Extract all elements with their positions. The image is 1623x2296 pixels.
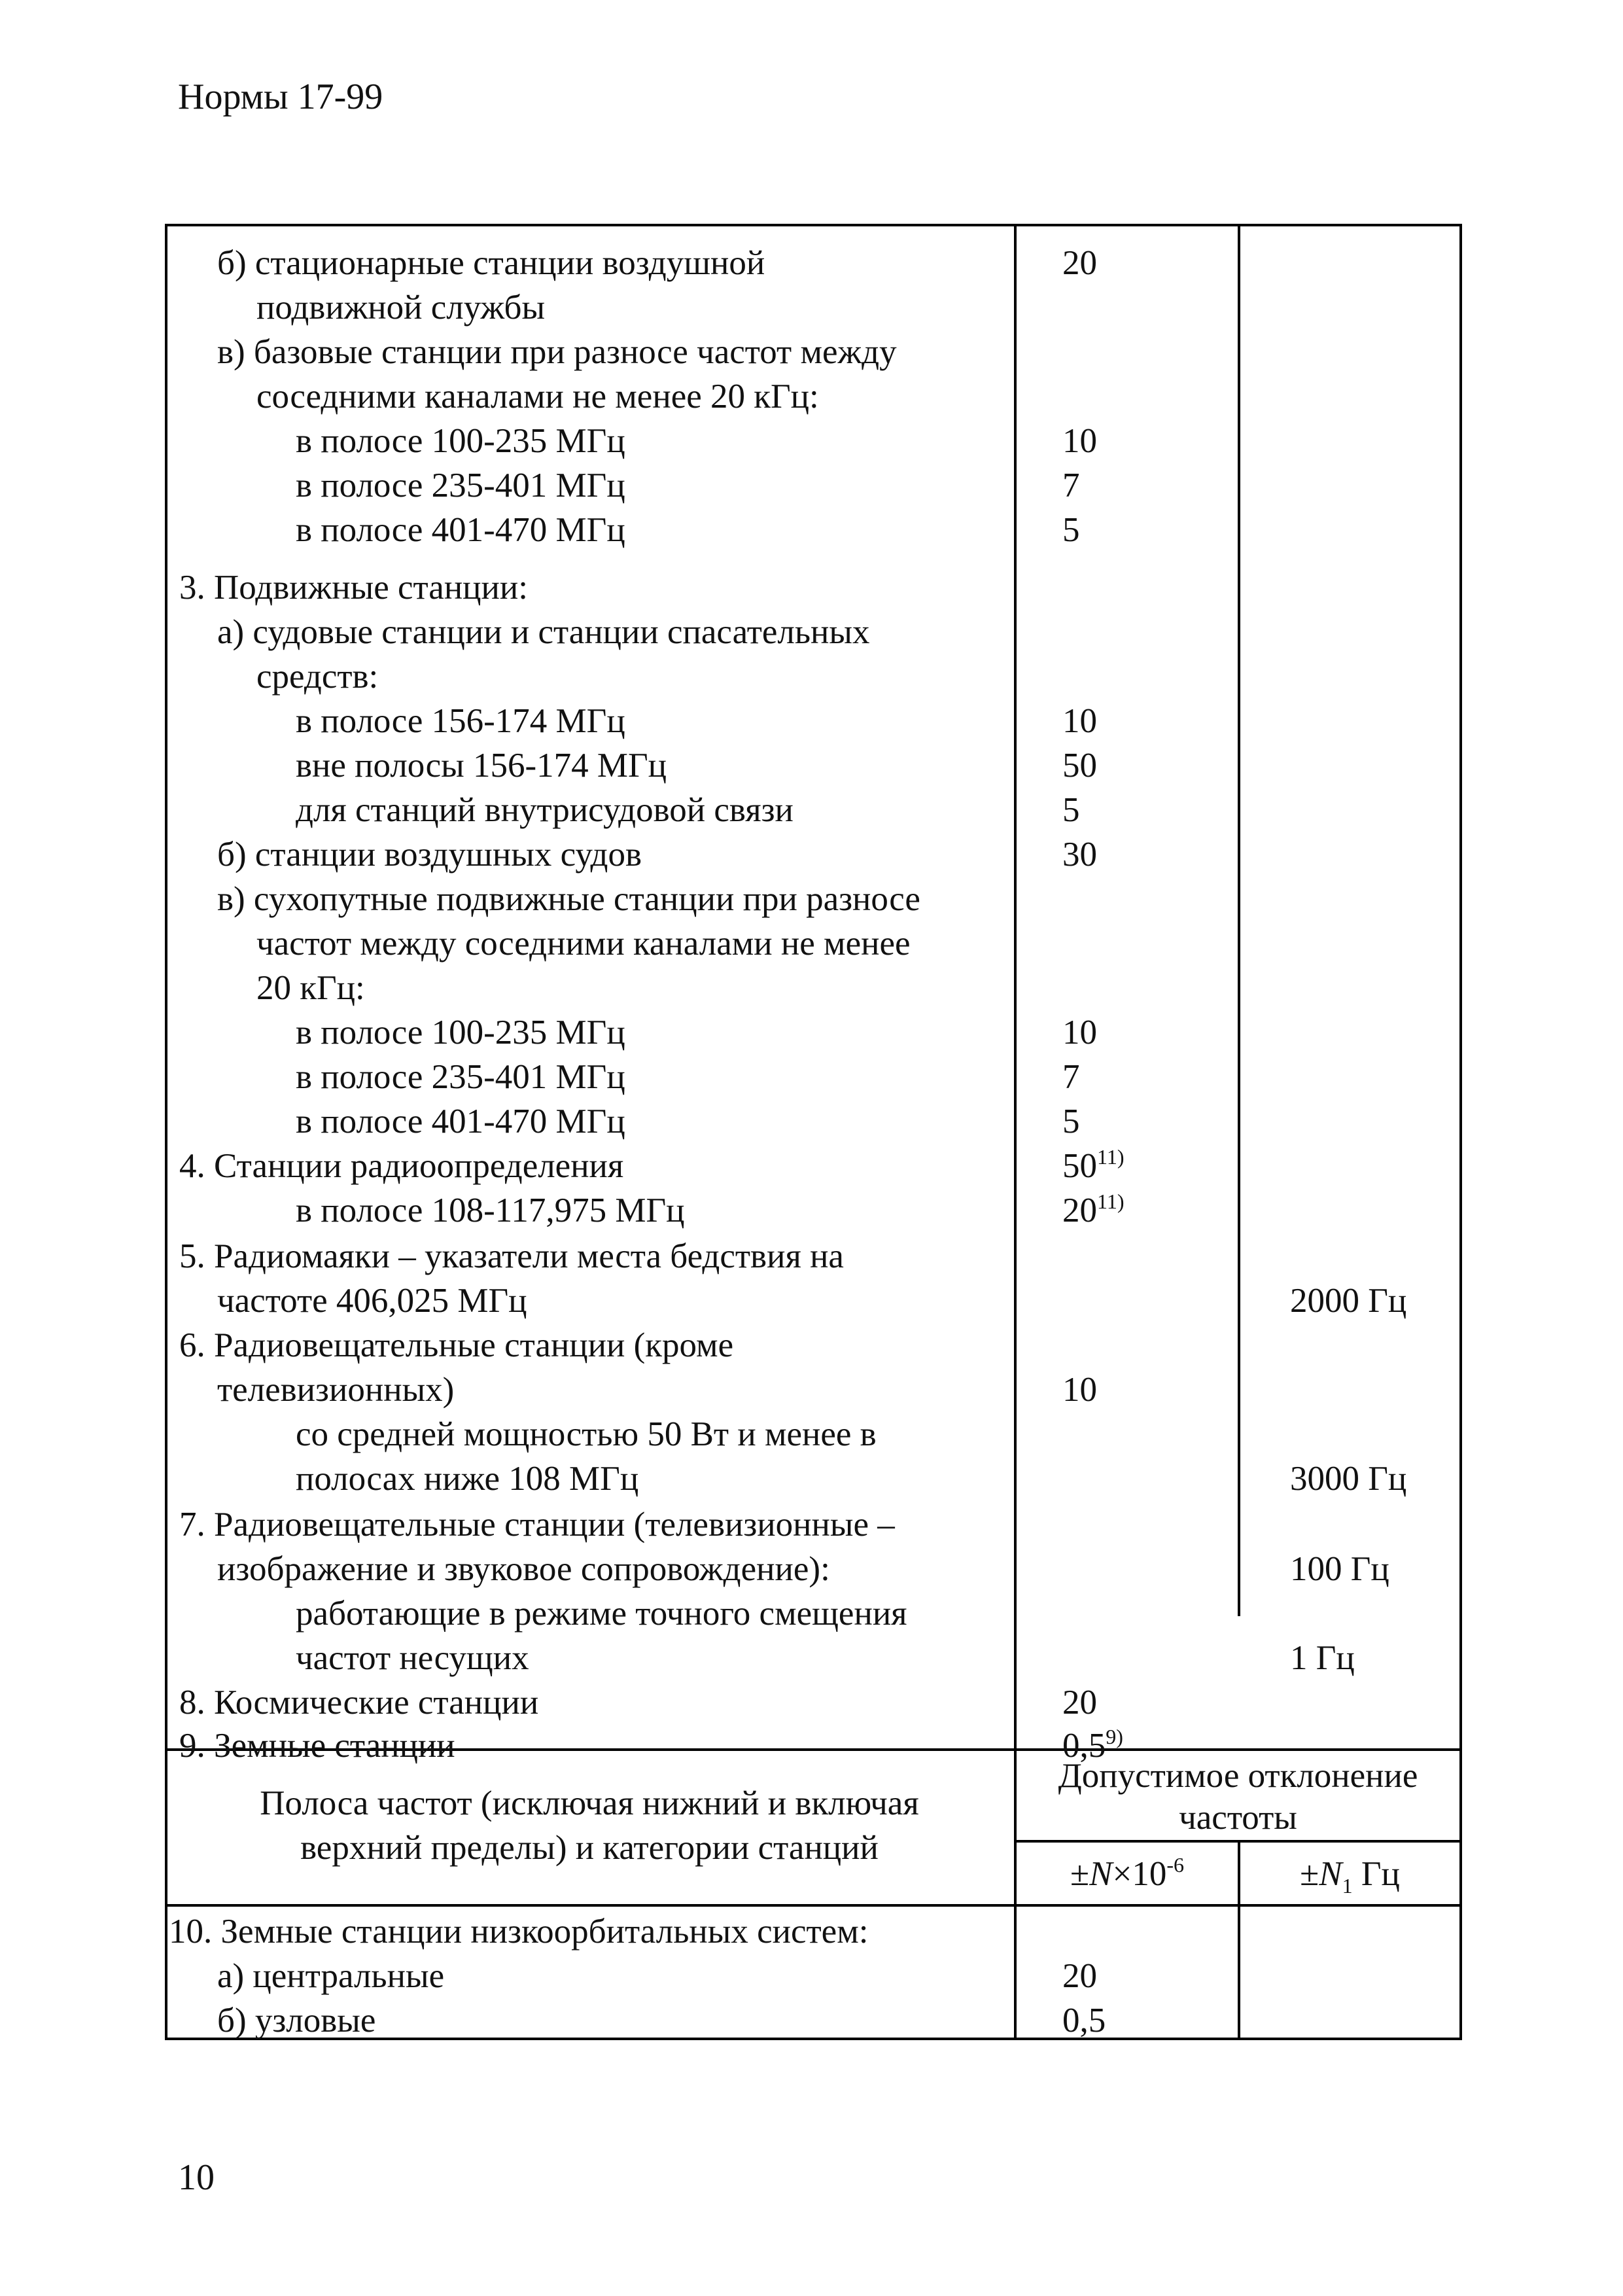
table-row	[165, 1547, 1462, 1591]
table-row	[165, 330, 1462, 374]
row-ppm-value	[1062, 1010, 1097, 1055]
table-row	[165, 1909, 1462, 1954]
ppm-value-text: 0,5	[1062, 1727, 1106, 1765]
row-label: работающие в режиме точного смещения	[296, 1595, 907, 1633]
col1-multiplier: ×10	[1112, 1855, 1167, 1893]
table-row	[165, 285, 1462, 330]
table-border-top	[165, 224, 1462, 226]
row-label: 9. Земные станции	[179, 1727, 455, 1765]
row-label: 3. Подвижные станции:	[179, 569, 529, 607]
table-row	[165, 1591, 1462, 1636]
table-row	[165, 1954, 1462, 1998]
header-bottom-line	[165, 1904, 1462, 1907]
row-label: изображение и звуковое сопровождение):	[217, 1550, 830, 1588]
table-row	[165, 1234, 1462, 1279]
row-label: телевизионных)	[217, 1371, 455, 1409]
row-label: в) сухопутные подвижные станции при разносе	[217, 880, 920, 918]
row-label: 7. Радиовещательные станции (телевизионные –	[179, 1506, 895, 1544]
table-row	[165, 241, 1462, 285]
row-ppm-value	[1062, 419, 1097, 463]
table-row	[165, 1998, 1462, 2043]
column-header-hz	[1240, 1852, 1459, 1896]
footnote-mark: 11)	[1097, 1145, 1125, 1169]
ppm-value-text: 0,5	[1062, 2002, 1106, 2040]
row-ppm-value	[1062, 1954, 1097, 1998]
row-hz-value: 3000 Гц	[1290, 1460, 1407, 1498]
row-hz-value: 1 Гц	[1290, 1639, 1355, 1677]
table-row	[165, 699, 1462, 743]
ppm-value-text: 7	[1062, 1058, 1080, 1096]
row-label: частот несущих	[296, 1639, 529, 1677]
ppm-value-text: 10	[1062, 702, 1097, 740]
table-row	[165, 1010, 1462, 1055]
document-header: Нормы 17-99	[178, 77, 383, 117]
table-row	[165, 1412, 1462, 1457]
table-row	[165, 743, 1462, 788]
row-label: в полосе 235-401 МГц	[296, 1058, 625, 1096]
page-number: 10	[178, 2157, 215, 2198]
table-row	[165, 877, 1462, 921]
row-ppm-value	[1062, 1723, 1123, 1768]
band-header-line-2: верхний пределы) и категории станций	[300, 1829, 879, 1867]
row-ppm-value	[1062, 1680, 1097, 1725]
deviation-header-line-2: частоты	[1179, 1799, 1297, 1837]
footnote-mark: 11)	[1097, 1190, 1125, 1213]
row-ppm-value	[1062, 1368, 1097, 1412]
row-ppm-value	[1062, 832, 1097, 877]
ppm-value-text: 20	[1062, 244, 1097, 282]
band-header-line-1: Полоса частот (исключая нижний и включая	[260, 1784, 919, 1822]
row-label: б) узловые	[217, 2002, 376, 2040]
col1-prefix: ±	[1070, 1855, 1090, 1893]
ppm-value-text: 20	[1062, 1192, 1097, 1229]
table-row	[165, 1099, 1462, 1144]
row-hz-value: 2000 Гц	[1290, 1282, 1407, 1320]
row-label: со средней мощностью 50 Вт и менее в	[296, 1415, 877, 1453]
row-ppm-value	[1062, 1055, 1080, 1099]
table-row	[165, 921, 1462, 966]
row-label: в полосе 235-401 МГц	[296, 467, 625, 504]
col2-subscript: 1	[1342, 1874, 1353, 1898]
table-row	[165, 374, 1462, 419]
ppm-value-text: 5	[1062, 1103, 1080, 1140]
frequency-tolerance-table	[165, 224, 1462, 2040]
col1-variable: N	[1089, 1855, 1113, 1893]
table-row	[165, 788, 1462, 832]
ppm-value-text: 20	[1062, 1684, 1097, 1722]
row-ppm-value	[1062, 743, 1097, 788]
row-ppm-value	[1062, 788, 1080, 832]
table-row	[165, 1144, 1462, 1188]
table-row	[165, 832, 1462, 877]
row-label: для станций внутрисудовой связи	[296, 791, 794, 829]
footnote-mark: 9)	[1106, 1725, 1123, 1748]
row-label: 6. Радиовещательные станции (кроме	[179, 1326, 734, 1364]
row-label: в полосе 108-117,975 МГц	[296, 1192, 685, 1229]
table-row	[165, 610, 1462, 654]
deviation-header-line-1: Допустимое отклонение	[1058, 1757, 1418, 1795]
row-label: 5. Радиомаяки – указатели места бедствия на	[179, 1237, 844, 1275]
ppm-value-text: 7	[1062, 467, 1080, 504]
row-ppm-value	[1062, 1188, 1124, 1233]
row-label: в полосе 156-174 МГц	[296, 702, 625, 740]
row-label: средств:	[256, 658, 379, 696]
row-hz-value: 100 Гц	[1290, 1550, 1389, 1588]
row-label: в полосе 100-235 МГц	[296, 422, 625, 460]
row-label: а) судовые станции и станции спасательных	[217, 613, 870, 651]
table-row	[165, 1723, 1462, 1768]
row-label: вне полосы 156-174 МГц	[296, 747, 667, 785]
ppm-value-text: 10	[1062, 1371, 1097, 1409]
col2-variable: N	[1319, 1855, 1342, 1893]
row-label: 8. Космические станции	[179, 1684, 539, 1722]
table-row	[165, 1680, 1462, 1725]
ppm-value-text: 30	[1062, 836, 1097, 874]
row-ppm-value	[1062, 463, 1080, 508]
row-label: подвижной службы	[256, 289, 546, 327]
row-label: частоте 406,025 МГц	[217, 1282, 527, 1320]
row-label: а) центральные	[217, 1957, 445, 1995]
ppm-value-text: 20	[1062, 1957, 1097, 1995]
row-ppm-value	[1062, 1998, 1106, 2043]
row-ppm-value	[1062, 1099, 1080, 1144]
table-row	[165, 1457, 1462, 1501]
table-row	[165, 654, 1462, 699]
table-row	[165, 419, 1462, 463]
table-row	[165, 1323, 1462, 1368]
ppm-value-text: 5	[1062, 791, 1080, 829]
row-label: соседними каналами не менее 20 кГц:	[256, 378, 819, 415]
column-header-ppm	[1017, 1852, 1238, 1896]
row-label: 4. Станции радиоопределения	[179, 1147, 624, 1185]
table-row	[165, 508, 1462, 552]
table-row	[165, 1636, 1462, 1680]
row-ppm-value	[1062, 1144, 1124, 1188]
ppm-value-text: 50	[1062, 1147, 1097, 1185]
col2-prefix: ±	[1300, 1855, 1319, 1893]
table-row	[165, 966, 1462, 1010]
table-row	[165, 1055, 1462, 1099]
row-ppm-value	[1062, 699, 1097, 743]
row-label: в полосе 100-235 МГц	[296, 1014, 625, 1051]
col1-exponent: -6	[1166, 1853, 1184, 1877]
ppm-value-text: 10	[1062, 422, 1097, 460]
row-label: в полосе 401-470 МГц	[296, 1103, 625, 1140]
row-ppm-value	[1062, 508, 1080, 552]
table-row	[165, 1502, 1462, 1547]
ppm-value-text: 5	[1062, 511, 1080, 549]
row-label: полосах ниже 108 МГц	[296, 1460, 639, 1498]
row-label: 20 кГц:	[256, 969, 365, 1007]
row-label: в полосе 401-470 МГц	[296, 511, 625, 549]
row-label: частот между соседними каналами не менее	[256, 925, 911, 963]
col2-unit: Гц	[1352, 1855, 1400, 1893]
ppm-value-text: 50	[1062, 747, 1097, 785]
header-mid-line	[1014, 1840, 1462, 1843]
table-row	[165, 463, 1462, 508]
table-row	[165, 1279, 1462, 1323]
row-label: 10. Земные станции низкоорбитальных систем:	[169, 1913, 869, 1951]
row-ppm-value	[1062, 241, 1097, 285]
row-label: в) базовые станции при разносе частот между	[217, 333, 897, 371]
row-label: б) стационарные станции воздушной	[217, 244, 765, 282]
row-label: б) станции воздушных судов	[217, 836, 642, 874]
table-row	[165, 1188, 1462, 1233]
table-row	[165, 1368, 1462, 1412]
table-row	[165, 565, 1462, 610]
ppm-value-text: 10	[1062, 1014, 1097, 1051]
